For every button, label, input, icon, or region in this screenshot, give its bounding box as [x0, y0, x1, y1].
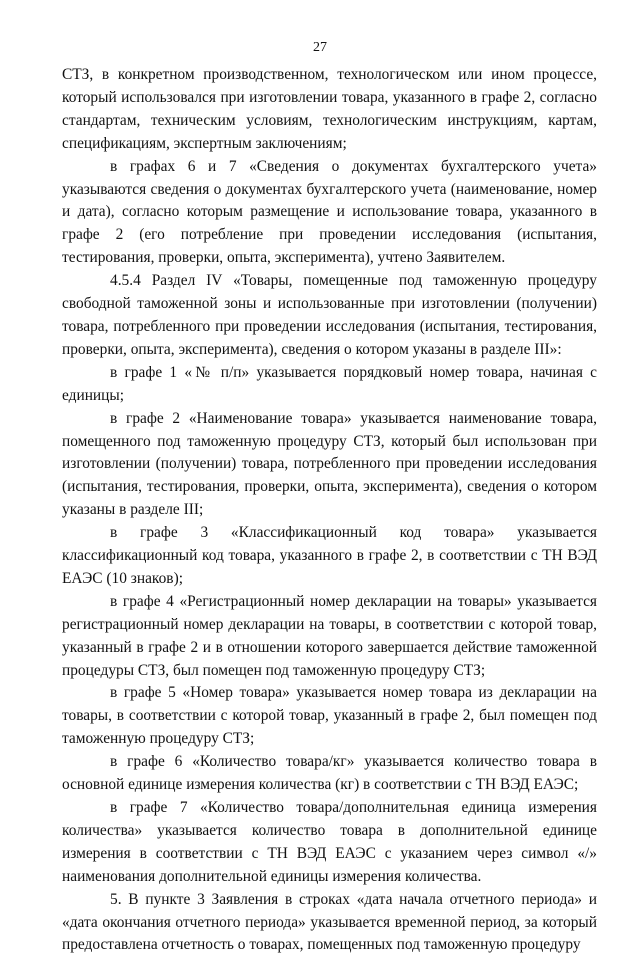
paragraph-graph-7: в графе 7 «Количество товара/дополнительная единица измерения количества» указывается количество товара в дополнительной единице измерения в соответствии с ТН ВЭД ЕАЭС с указанием через символ «/» наименования дополнительной единицы измерения количества.	[62, 799, 597, 885]
paragraph-graph-6: в графе 6 «Количество товара/кг» указывается количество товара в основной единице измерения количества (кг) в соответствии с ТН ВЭД ЕАЭС;	[62, 753, 597, 794]
page-number: 27	[313, 40, 327, 55]
paragraph-graph-1: в графе 1 «№ п/п» указывается порядковый номер товара, начиная с единицы;	[62, 363, 597, 404]
paragraph-graph-2: в графе 2 «Наименование товара» указывается наименование товара, помещенного под таможенную процедуру СТЗ, который был использован при изготовлении (получении) товара, потребленного при проведении исследования (испытания, тестирования, проверки, опыта, эксперимента), сведения о котором указаны в разделе III;	[62, 409, 597, 519]
document-body	[62, 64, 597, 957]
paragraph-graph-4: в графе 4 «Регистрационный номер декларации на товары» указывается регистрационный номер декларации на товары, в соответствии с которой товар, указанный в графе 2 и в отношении которого завершается действие таможенной процедуры СТЗ, был помещен под таможенную процедуру СТЗ;	[62, 592, 597, 679]
paragraph-graph-3: в графе 3 «Классификационный код товара» указывается классификационный код товара, указанного в графе 2, в соответствии с ТН ВЭД ЕАЭС (10 знаков);	[62, 524, 597, 587]
paragraph-section-4-5-4: 4.5.4 Раздел IV «Товары, помещенные под таможенную процедуру свободной таможенной зоны и использованные при изготовлении (получении) товара, потребленного при проведении исследования (испытания, тестирования, проверки, опыта, эксперимента), сведения о котором указаны в разделе III»:	[62, 272, 597, 358]
paragraph-continuation: СТЗ, в конкретном производственном, технологическом или ином процессе, который использовался при изготовлении товара, указанного в графе 2, согласно стандартам, техническим условиям, технологическим инструкциям, картам, спецификациям, экспертным заключениям;	[62, 66, 597, 152]
paragraph-graph-6-7: в графах 6 и 7 «Сведения о документах бухгалтерского учета» указываются сведения о документах бухгалтерского учета (наименование, номер и дата), согласно которым размещение и использование товара, указанного в графе 2 (его потребление при проведении исследования (испытания, тестирования, проверки, опыта, эксперимента), учтено Заявителем.	[62, 157, 597, 267]
paragraph-graph-5: в графе 5 «Номер товара» указывается номер товара из декларации на товары, в соответствии с которой товар, указанный в графе 2, был помещен под таможенную процедуру СТЗ;	[62, 684, 597, 748]
paragraph-item-5: 5. В пункте 3 Заявления в строках «дата начала отчетного периода» и «дата окончания отчетного периода» указывается временной период, за который предоставлена отчетность о товарах, помещенных под таможенную процедуру	[62, 890, 597, 954]
